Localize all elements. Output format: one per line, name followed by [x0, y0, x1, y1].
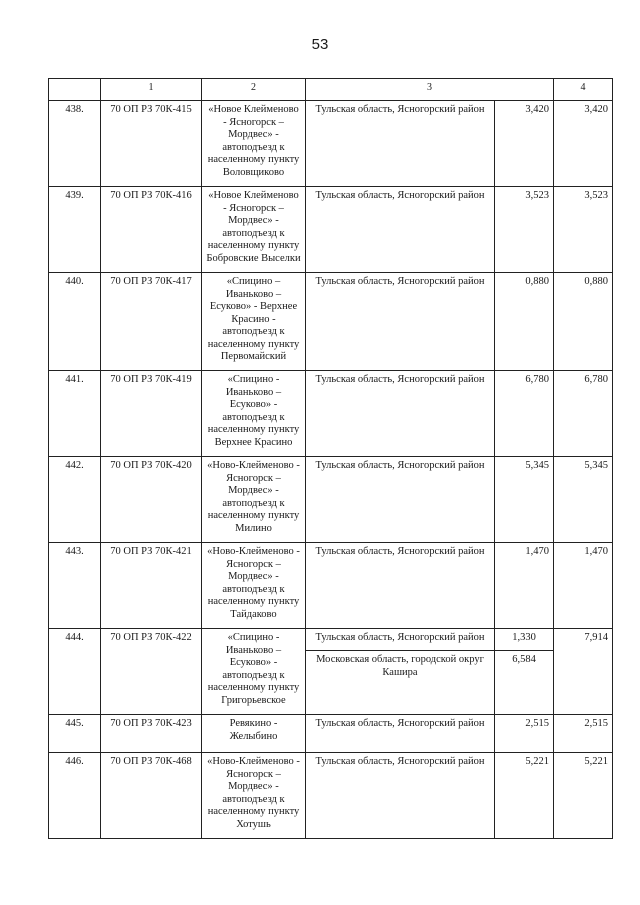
road-region: Тульская область, Ясногорский район	[306, 187, 495, 273]
road-length: 2,515	[495, 715, 554, 753]
road-code: 70 ОП РЗ 70К-422	[101, 629, 202, 715]
road-length: 5,345	[495, 457, 554, 543]
road-region: Тульская область, Ясногорский район	[306, 753, 495, 839]
road-length: 3,523	[495, 187, 554, 273]
table-header-row	[49, 79, 613, 101]
road-total-length: 0,880	[554, 273, 613, 371]
road-region: Тульская область, Ясногорский район	[306, 543, 495, 629]
road-total-length: 3,420	[554, 101, 613, 187]
table-row	[49, 629, 613, 651]
road-name: «Новое Клейменово - Ясногорск – Мордвес» - автоподъезд к населенному пункту Бобровские Выселки	[202, 187, 306, 273]
road-name: «Спицино - Иваньково – Есуково» - автоподъезд к населенному пункту Верхнее Красино	[202, 371, 306, 457]
road-name: «Ново-Клейменово - Ясногорск – Мордвес» - автоподъезд к населенному пункту Тайдаково	[202, 543, 306, 629]
road-register-table	[48, 78, 613, 839]
road-name: «Ново-Клейменово - Ясногорск – Мордвес» - автоподъезд к населенному пункту Милино	[202, 457, 306, 543]
row-number: 445.	[49, 715, 101, 753]
header-col-1	[49, 79, 101, 101]
table-row	[49, 753, 613, 839]
road-length: 6,780	[495, 371, 554, 457]
table-row	[49, 101, 613, 187]
road-region: Тульская область, Ясногорский район	[306, 457, 495, 543]
row-number: 440.	[49, 273, 101, 371]
road-total-length: 1,470	[554, 543, 613, 629]
road-region: Тульская область, Ясногорский район	[306, 629, 495, 651]
row-number: 439.	[49, 187, 101, 273]
road-code: 70 ОП РЗ 70К-468	[101, 753, 202, 839]
table-row	[49, 187, 613, 273]
road-code: 70 ОП РЗ 70К-419	[101, 371, 202, 457]
table-row	[49, 371, 613, 457]
road-code: 70 ОП РЗ 70К-417	[101, 273, 202, 371]
road-name: Ревякино - Желыбино	[202, 715, 306, 753]
road-total-length: 6,780	[554, 371, 613, 457]
road-length: 3,420	[495, 101, 554, 187]
road-length: 5,221	[495, 753, 554, 839]
road-total-length: 2,515	[554, 715, 613, 753]
road-length: 1,470	[495, 543, 554, 629]
road-name: «Ново-Клейменово - Ясногорск – Мордвес» - автоподъезд к населенному пункту Хотушь	[202, 753, 306, 839]
road-region: Тульская область, Ясногорский район	[306, 273, 495, 371]
road-length-secondary: 6,584	[495, 651, 554, 715]
page-number: 53	[311, 36, 329, 53]
road-total-length: 7,914	[554, 629, 613, 715]
row-number: 441.	[49, 371, 101, 457]
row-number: 443.	[49, 543, 101, 629]
road-code: 70 ОП РЗ 70К-416	[101, 187, 202, 273]
row-number: 444.	[49, 629, 101, 715]
road-region: Тульская область, Ясногорский район	[306, 101, 495, 187]
road-name: «Новое Клейменово - Ясногорск – Мордвес» - автоподъезд к населенному пункту Воловщиково	[202, 101, 306, 187]
table-row	[49, 715, 613, 753]
road-total-length: 5,221	[554, 753, 613, 839]
road-code: 70 ОП РЗ 70К-415	[101, 101, 202, 187]
table-row	[49, 543, 613, 629]
road-name: «Спицино – Иваньково – Есуково» - Верхнее Красино - автоподъезд к населенному пункту Первомайский	[202, 273, 306, 371]
road-code: 70 ОП РЗ 70К-421	[101, 543, 202, 629]
road-code: 70 ОП РЗ 70К-423	[101, 715, 202, 753]
table-row	[49, 457, 613, 543]
road-region: Тульская область, Ясногорский район	[306, 371, 495, 457]
road-length: 0,880	[495, 273, 554, 371]
road-name: «Спицино - Иваньково – Есуково» - автоподъезд к населенному пункту Григорьевское	[202, 629, 306, 715]
header-col-4: 3	[306, 79, 554, 101]
road-code: 70 ОП РЗ 70К-420	[101, 457, 202, 543]
road-total-length: 5,345	[554, 457, 613, 543]
header-col-5: 4	[554, 79, 613, 101]
header-col-3: 2	[202, 79, 306, 101]
road-total-length: 3,523	[554, 187, 613, 273]
row-number: 438.	[49, 101, 101, 187]
row-number: 446.	[49, 753, 101, 839]
header-col-2: 1	[101, 79, 202, 101]
table-row	[49, 273, 613, 371]
road-region: Тульская область, Ясногорский район	[306, 715, 495, 753]
road-length: 1,330	[495, 629, 554, 651]
row-number: 442.	[49, 457, 101, 543]
road-region-secondary: Московская область, городской округ Кашира	[306, 651, 495, 715]
